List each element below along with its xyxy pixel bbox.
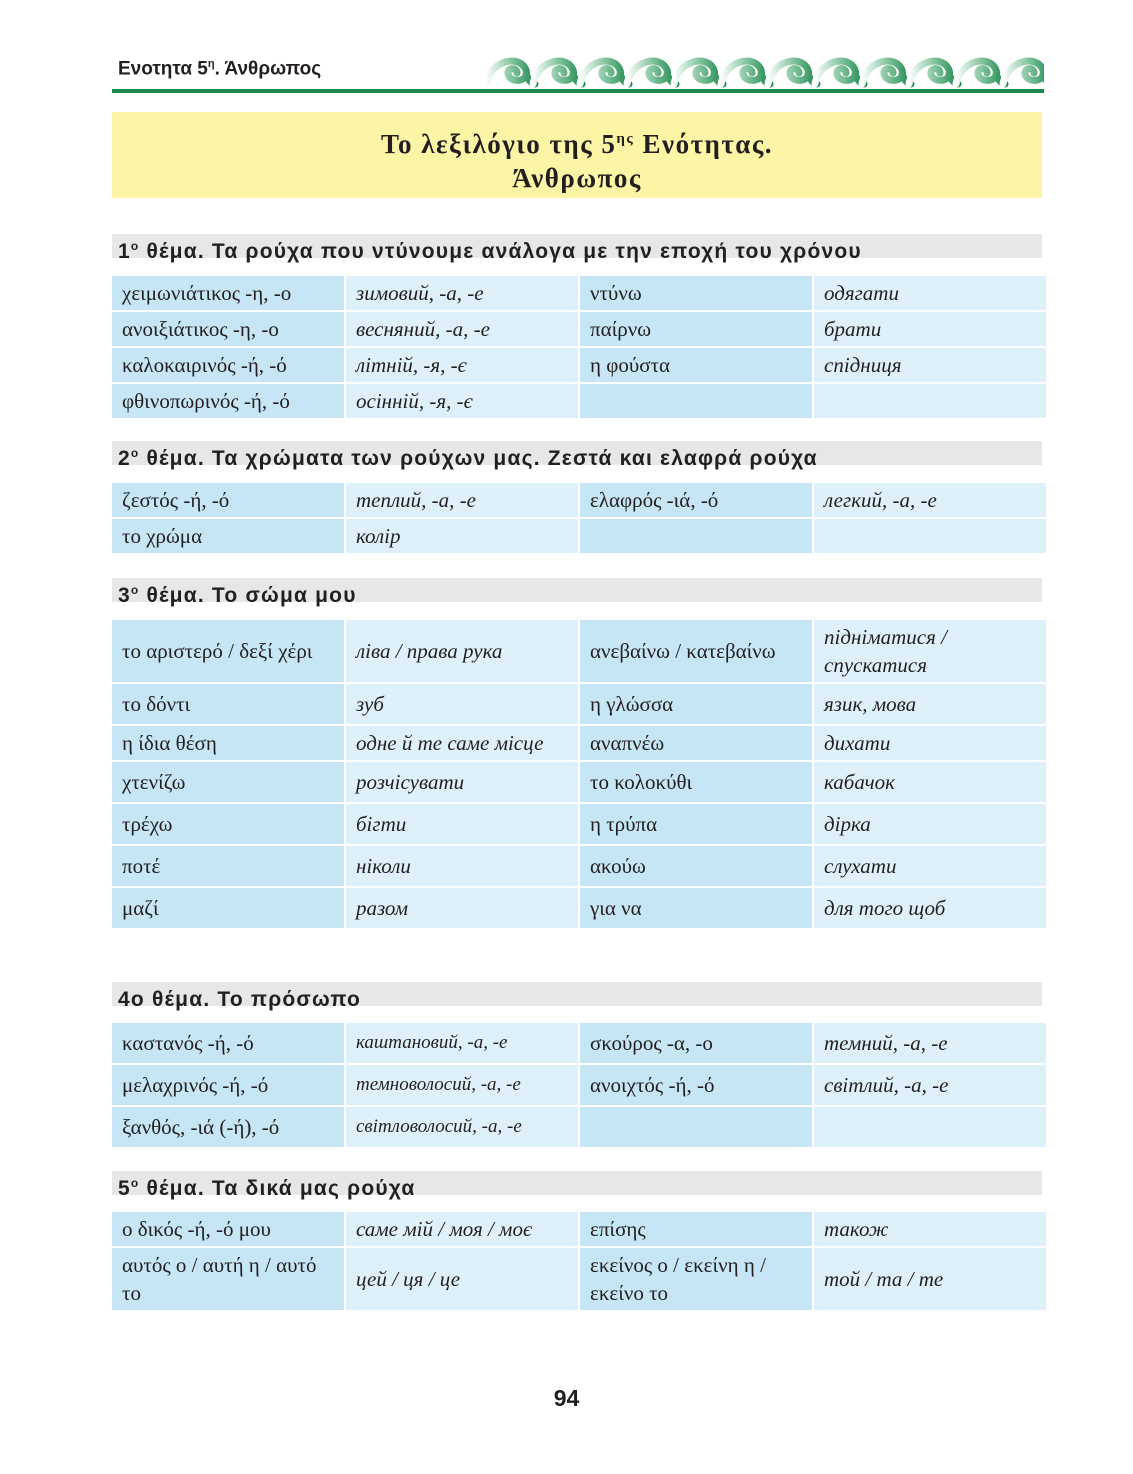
greek-word: παίρνω	[580, 312, 812, 346]
greek-word: η ίδια θέση	[112, 726, 344, 760]
ukrainian-translation: бігти	[346, 804, 578, 844]
title-line-2: Άνθρωπος	[512, 163, 642, 193]
greek-word: το αριστερό / δεξί χέρι	[112, 620, 344, 682]
table-row	[112, 684, 1046, 724]
greek-word: σκούρος -α, -ο	[580, 1023, 812, 1063]
greek-word: χτενίζω	[112, 762, 344, 802]
ukrainian-translation: брати	[814, 312, 1046, 346]
ukrainian-translation: зимовий, -а, -е	[346, 276, 578, 310]
greek-word: η τρύπα	[580, 804, 812, 844]
ukrainian-translation: підніматися / спускатися	[814, 620, 1046, 682]
greek-word: για να	[580, 888, 812, 928]
vocabulary-table	[110, 481, 1048, 555]
greek-word: η φούστα	[580, 348, 812, 382]
ukrainian-translation: світлий, -а, -е	[814, 1065, 1046, 1105]
greek-word: το δόντι	[112, 684, 344, 724]
section-heading: $1^o$ θέμα. Τα ρούχα που ντύνουμε ανάλογα με την εποχή του χρόνου	[112, 234, 1042, 258]
ukrainian-translation: одягати	[814, 276, 1046, 310]
vocabulary-table	[110, 1021, 1048, 1149]
unit-title: Ενοτητα $5^\eta$. Άνθρωπος	[118, 58, 322, 80]
ukrainian-translation: темноволосий, -а, -е	[346, 1065, 578, 1105]
title-line-1: Το λεξιλόγιο της $5^{\eta\varsigma}$ Ενότητας.	[380, 129, 774, 159]
greek-word: αυτός ο / αυτή η / αυτό το	[112, 1248, 344, 1310]
ukrainian-translation: разом	[346, 888, 578, 928]
empty-cell	[814, 519, 1046, 553]
ukrainian-translation: світловолосий, -а, -е	[346, 1107, 578, 1147]
greek-word: ζεστός -ή, -ό	[112, 483, 344, 517]
ukrainian-translation: зуб	[346, 684, 578, 724]
greek-word: ξανθός, -ιά (-ή), -ό	[112, 1107, 344, 1147]
page-header	[112, 48, 1044, 94]
greek-word: αναπνέω	[580, 726, 812, 760]
ukrainian-translation: для того щоб	[814, 888, 1046, 928]
ukrainian-translation: легкий, -а, -е	[814, 483, 1046, 517]
ukrainian-translation: розчісувати	[346, 762, 578, 802]
ukrainian-translation: весняний, -а, -е	[346, 312, 578, 346]
table-row	[112, 348, 1046, 382]
table-row	[112, 804, 1046, 844]
greek-word: ελαφρός -ιά, -ό	[580, 483, 812, 517]
ukrainian-translation: цей / ця / це	[346, 1248, 578, 1310]
ukrainian-translation: дірка	[814, 804, 1046, 844]
ukrainian-translation: темний, -а, -е	[814, 1023, 1046, 1063]
ukrainian-translation: той / та / те	[814, 1248, 1046, 1310]
ukrainian-translation: колір	[346, 519, 578, 553]
greek-word: ο δικός -ή, -ό μου	[112, 1212, 344, 1246]
table-row	[112, 519, 1046, 553]
ukrainian-translation: каштановий, -а, -е	[346, 1023, 578, 1063]
ukrainian-translation: літній, -я, -є	[346, 348, 578, 382]
greek-word: μαζί	[112, 888, 344, 928]
ukrainian-translation: одне й те саме місце	[346, 726, 578, 760]
table-row	[112, 846, 1046, 886]
greek-word: καστανός -ή, -ό	[112, 1023, 344, 1063]
table-row	[112, 276, 1046, 310]
wave-ornament-icon	[480, 52, 1044, 88]
vocabulary-table	[110, 274, 1048, 420]
empty-cell	[580, 1107, 812, 1147]
ukrainian-translation: ліва / права рука	[346, 620, 578, 682]
greek-word: ακούω	[580, 846, 812, 886]
table-row	[112, 1248, 1046, 1310]
ukrainian-translation: язик, мова	[814, 684, 1046, 724]
header-rule	[112, 89, 1044, 93]
ukrainian-translation: кабачок	[814, 762, 1046, 802]
greek-word: η γλώσσα	[580, 684, 812, 724]
empty-cell	[580, 519, 812, 553]
section-heading: $3^o$ θέμα. Το σώμα μου	[112, 578, 1042, 602]
greek-word: ανοιξιάτικος -η, -ο	[112, 312, 344, 346]
greek-word: το κολοκύθι	[580, 762, 812, 802]
greek-word: το χρώμα	[112, 519, 344, 553]
greek-word: τρέχω	[112, 804, 344, 844]
table-row	[112, 888, 1046, 928]
vocabulary-table	[110, 618, 1048, 930]
vocabulary-table	[110, 1210, 1048, 1312]
table-row	[112, 1065, 1046, 1105]
table-row	[112, 620, 1046, 682]
ukrainian-translation: осінній, -я, -є	[346, 384, 578, 418]
section-heading: 4ο θέμα. Το πρόσωπο	[112, 982, 1042, 1006]
empty-cell	[814, 384, 1046, 418]
ukrainian-translation: ніколи	[346, 846, 578, 886]
ukrainian-translation: дихати	[814, 726, 1046, 760]
greek-word: εκείνος ο / εκείνη η / εκείνο το	[580, 1248, 812, 1310]
greek-word: ποτέ	[112, 846, 344, 886]
table-row	[112, 384, 1046, 418]
greek-word: επίσης	[580, 1212, 812, 1246]
greek-word: ανοιχτός -ή, -ό	[580, 1065, 812, 1105]
section-heading: $2^o$ θέμα. Τα χρώματα των ρούχων μας. Ζεστά και ελαφρά ρούχα	[112, 441, 1042, 465]
greek-word: ανεβαίνω / κατεβαίνω	[580, 620, 812, 682]
table-row	[112, 726, 1046, 760]
section-heading: $5^o$ θέμα. Τα δικά μας ρούχα	[112, 1171, 1042, 1195]
greek-word: φθινοπωρινός -ή, -ό	[112, 384, 344, 418]
table-row	[112, 1107, 1046, 1147]
table-row	[112, 1212, 1046, 1246]
table-row	[112, 483, 1046, 517]
greek-word: μελαχρινός -ή, -ό	[112, 1065, 344, 1105]
ukrainian-translation: слухати	[814, 846, 1046, 886]
ukrainian-translation: саме мій / моя / моє	[346, 1212, 578, 1246]
ukrainian-translation: спідниця	[814, 348, 1046, 382]
empty-cell	[814, 1107, 1046, 1147]
greek-word: χειμωνιάτικος -η, -ο	[112, 276, 344, 310]
ukrainian-translation: також	[814, 1212, 1046, 1246]
greek-word: καλοκαιρινός -ή, -ό	[112, 348, 344, 382]
greek-word: ντύνω	[580, 276, 812, 310]
table-row	[112, 312, 1046, 346]
vocabulary-title-box	[112, 112, 1042, 198]
ukrainian-translation: теплий, -а, -е	[346, 483, 578, 517]
page-number: 94	[553, 1385, 580, 1411]
empty-cell	[580, 384, 812, 418]
table-row	[112, 1023, 1046, 1063]
table-row	[112, 762, 1046, 802]
